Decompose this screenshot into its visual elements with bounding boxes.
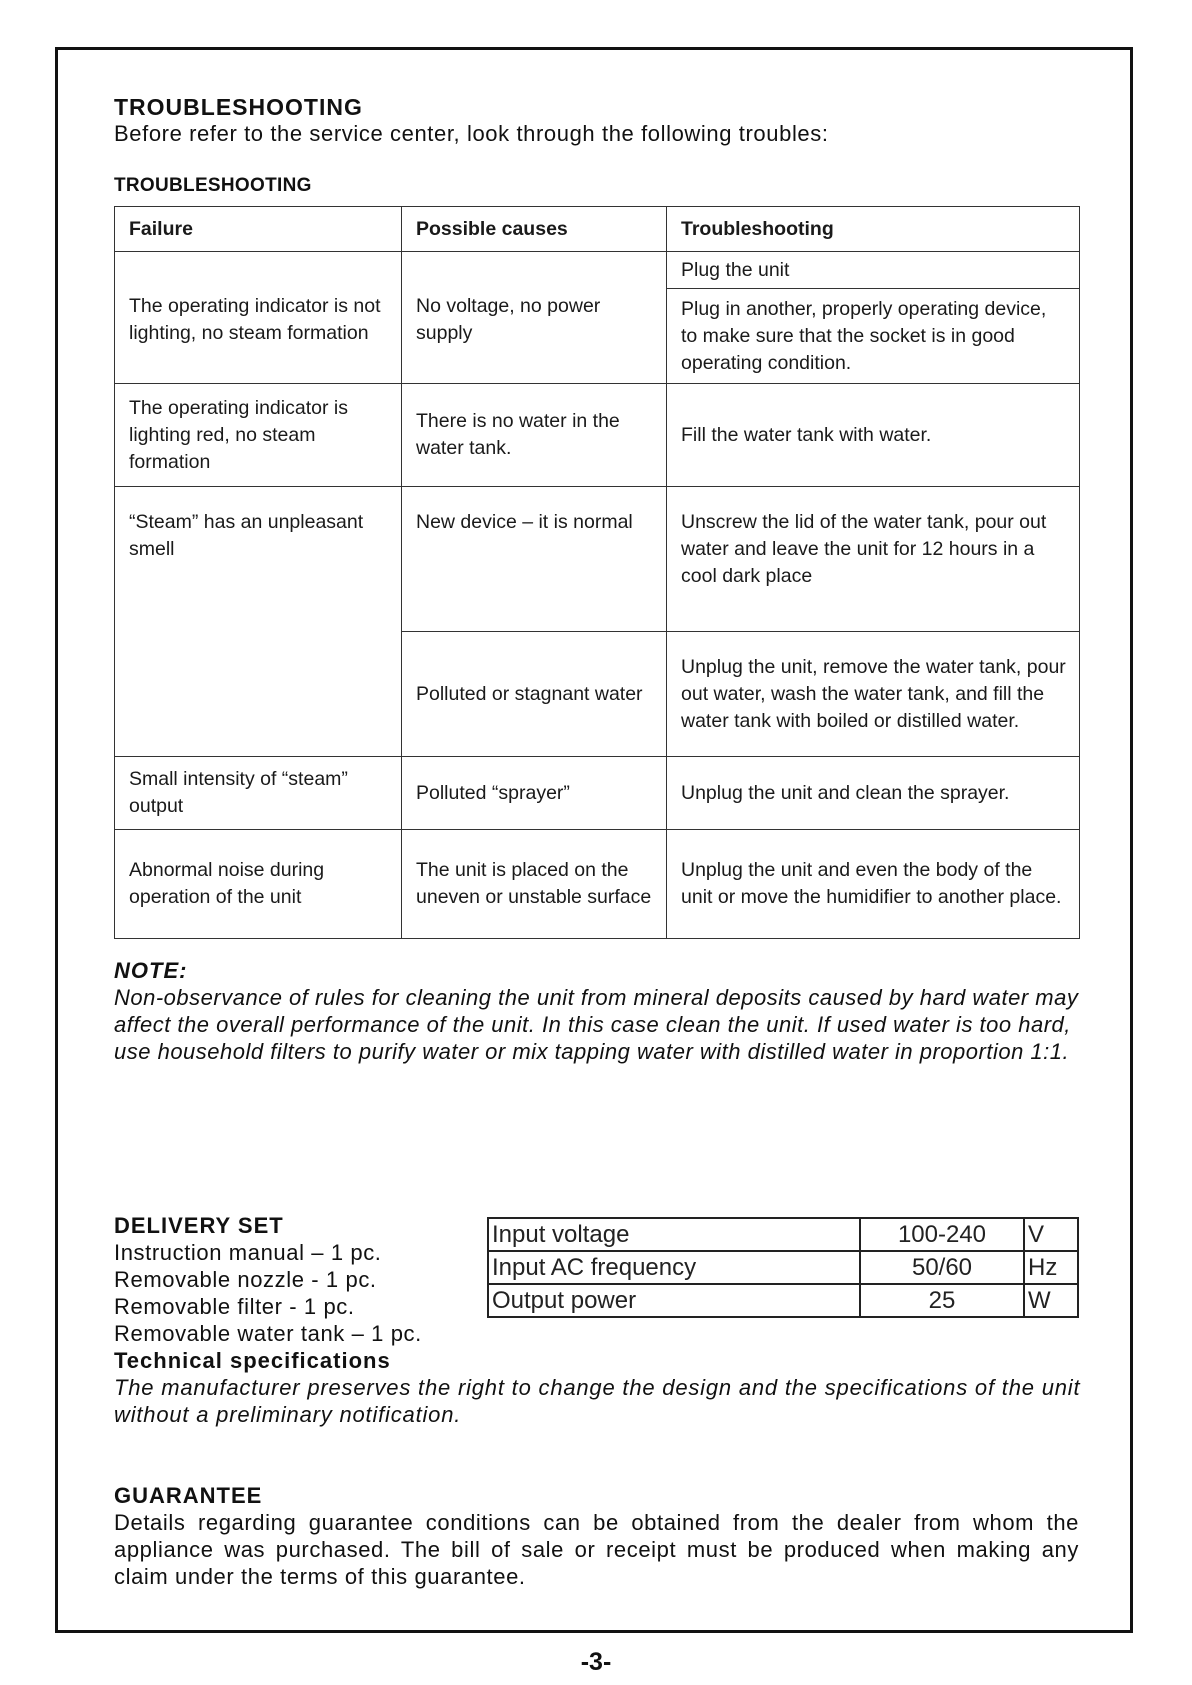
guarantee-text: Details regarding guarantee conditions can be obtained from the dealer from whom the appliance was purchased. The bill of sale or receipt must be produced when making any claim under the terms of this guarantee. xyxy=(114,1510,1079,1589)
spec-value: 50/60 xyxy=(860,1251,1024,1284)
table-row xyxy=(115,830,1080,939)
spec-unit: W xyxy=(1024,1284,1078,1317)
failure-cell: Abnormal noise during operation of the unit xyxy=(115,830,402,939)
guarantee-section xyxy=(114,1483,1079,1590)
spec-label: Output power xyxy=(488,1284,860,1317)
note-heading: NOTE: xyxy=(114,958,188,983)
cause-cell: The unit is placed on the uneven or unstable surface xyxy=(402,830,667,939)
failure-cell: “Steam” has an unpleasant smell xyxy=(115,487,402,757)
spec-label: Input AC frequency xyxy=(488,1251,860,1284)
technical-text: The manufacturer preserves the right to change the design and the specifications of the unit without a preliminary notification. xyxy=(114,1375,1081,1427)
spec-unit: V xyxy=(1024,1218,1078,1251)
table-row xyxy=(115,252,1080,289)
fix-cell: Unscrew the lid of the water tank, pour out water and leave the unit for 12 hours in a cool dark place xyxy=(667,487,1080,632)
fix-cell: Unplug the unit and even the body of the unit or move the humidifier to another place. xyxy=(667,830,1080,939)
technical-heading: Technical specifications xyxy=(114,1348,391,1373)
table-row xyxy=(488,1218,1078,1251)
spec-value: 100-240 xyxy=(860,1218,1024,1251)
header-failure: Failure xyxy=(115,207,402,252)
note-text: Non-observance of rules for cleaning the unit from mineral deposits caused by hard water may affect the overall performance of the unit. In this case clean the unit. If used water is too hard, use household filters to purify water or mix tapping water with distilled water in proportion 1:1. xyxy=(114,985,1079,1064)
cause-cell: There is no water in the water tank. xyxy=(402,384,667,487)
troubleshooting-section xyxy=(114,94,1079,1065)
list-item: Removable filter - 1 pc. xyxy=(114,1294,355,1319)
table-row xyxy=(115,757,1080,830)
failure-cell: Small intensity of “steam” output xyxy=(115,757,402,830)
table-row xyxy=(488,1251,1078,1284)
fix-cell: Unplug the unit and clean the sprayer. xyxy=(667,757,1080,830)
spec-label: Input voltage xyxy=(488,1218,860,1251)
table-header-row xyxy=(115,207,1080,252)
table-row xyxy=(115,487,1080,632)
fix-cell: Plug in another, properly operating device, to make sure that the socket is in good operating condition. xyxy=(667,289,1080,384)
page-number: -3- xyxy=(580,1648,612,1676)
list-item: Instruction manual – 1 pc. xyxy=(114,1240,382,1265)
guarantee-heading: GUARANTEE xyxy=(114,1483,263,1508)
table-row xyxy=(115,384,1080,487)
specifications-table xyxy=(487,1217,1079,1318)
fix-cell: Fill the water tank with water. xyxy=(667,384,1080,487)
spec-value: 25 xyxy=(860,1284,1024,1317)
intro-text: Before refer to the service center, look through the following troubles: xyxy=(114,121,829,146)
list-item: Removable nozzle - 1 pc. xyxy=(114,1267,377,1292)
list-item: Removable water tank – 1 pc. xyxy=(114,1321,422,1346)
table-title: TROUBLESHOOTING xyxy=(114,175,312,196)
cause-cell: No voltage, no power supply xyxy=(402,252,667,384)
table-row xyxy=(488,1284,1078,1317)
cause-cell: New device – it is normal xyxy=(402,487,667,632)
cause-cell: Polluted or stagnant water xyxy=(402,632,667,757)
failure-cell: The operating indicator is not lighting, no steam formation xyxy=(115,252,402,384)
spec-unit: Hz xyxy=(1024,1251,1078,1284)
fix-cell: Unplug the unit, remove the water tank, pour out water, wash the water tank, and fill the water tank with boiled or distilled water. xyxy=(667,632,1080,757)
delivery-heading: DELIVERY SET xyxy=(114,1213,284,1238)
failure-cell: The operating indicator is lighting red, no steam formation xyxy=(115,384,402,487)
cause-cell: Polluted “sprayer” xyxy=(402,757,667,830)
section-title: TROUBLESHOOTING xyxy=(114,94,363,120)
header-causes: Possible causes xyxy=(402,207,667,252)
troubleshooting-table xyxy=(114,206,1080,939)
header-troubleshooting: Troubleshooting xyxy=(667,207,1080,252)
fix-cell: Plug the unit xyxy=(667,252,1080,289)
